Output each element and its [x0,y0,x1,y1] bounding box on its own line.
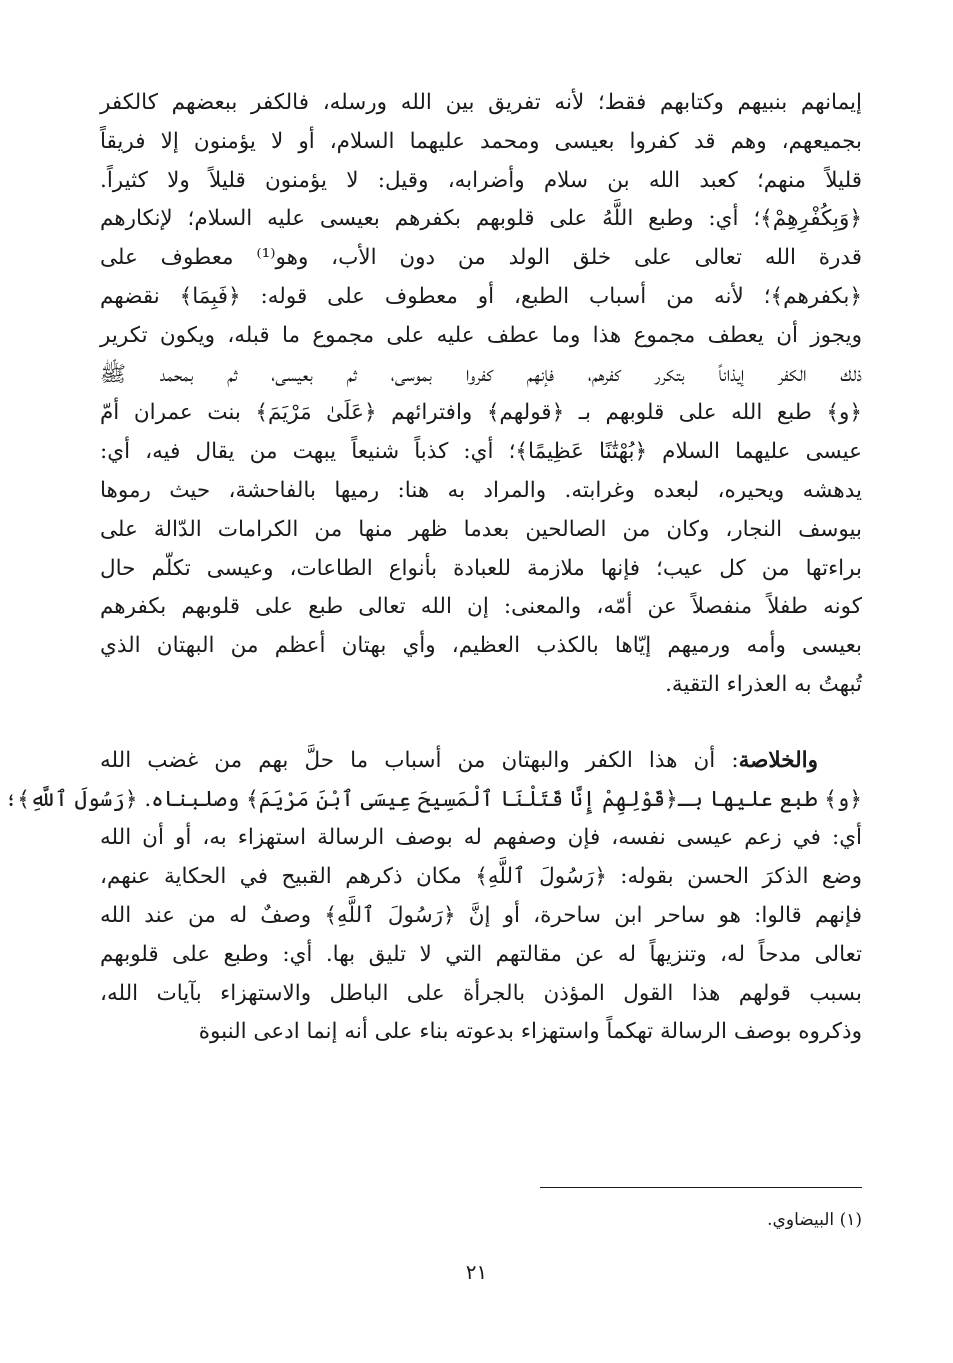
text-line: إيمانهم بنبيهم وكتابهم فقط؛ لأنه تفريق بين الله ورسله، فالكفر ببعضهم كالكفر [100,90,862,115]
text-line: ﴿بكفرهم﴾؛ لأنه من أسباب الطبع، أو معطوف على قوله: ﴿فَبِمَا﴾ نقضهم [100,283,862,309]
text-line: بسبب قولهم هذا القول المؤذن بالجرأة على الباطل والاستهزاء بآيات الله، [100,980,862,1006]
page-body [4,84,862,1052]
paragraph-2 [4,742,862,1052]
text-line: قدرة الله تعالى على خلق الولد من دون الأب، وهو⁽¹⁾ معطوف على [100,245,862,271]
text-line: عيسى عليهما السلام ﴿بُهْتَٰنًا عَظِيمًا﴾؛ أي: كذباً شنيعاً يبهت من يقال فيه، أي: [100,439,862,465]
paragraph-1 [100,84,862,705]
text-line: براءتها من كل عيب؛ فإنها ملازمة للعبادة بأنواع الطاعات، وعيسى تكلّم حال [100,555,862,581]
text-line: فإنهم قالوا: هو ساحر ابن ساحرة، أو إنَّ ﴿رَسُولَ ٱللَّهِ﴾ وصفٌ له من عند الله [100,902,862,928]
summary-heading: والخلاصة [738,747,818,773]
text-line: كونه طفلاً منفصلاً عن أمّه، والمعنى: إن الله تعالى طبع على قلوبهم بكفرهم [100,594,862,620]
text-line: يدهشه ويحيره، لبعده وغرابته. والمراد به هنا: رميها بالفاحشة، حيث رموها [100,477,862,503]
text-line: أي: في زعم عيسى نفسه، فإن وصفهم له بوصف الرسالة استهزاء به، أو أن الله [100,825,862,851]
text-line: وضع الذكرَ الحسن بقوله: ﴿رَسُولَ ٱللَّهِ﴾ مكان ذكرهم القبيح في الحكاية عنهم، [100,864,862,890]
text-line: تعالى مدحاً له، وتنزيهاً له عن مقالتهم التي لا تليق بها. أي: وطبع على قلوبهم [100,941,862,967]
footnote-text: البيضاوي. [767,1210,835,1230]
footnote [767,1207,862,1233]
text-line: وذكروه بوصف الرسالة تهكماً واستهزاء بدعوته بناء على أنه إنما ادعى النبوة [198,1019,862,1045]
text-line: ذلك الكفر إيذاناً بتكرر كفرهم، فإنهم كفروا بموسى، ثم بعيسى، ثم بمحمد ﷺ [100,361,862,387]
text-line: قليلاً منهم؛ كعبد الله بن سلام وأضرابه، وقيل: لا يؤمنون قليلاً ولا كثيراً. [100,167,862,193]
text-line [100,742,862,781]
text-line: بعيسى وأمه ورميهم إيّاها بالكذب العظيم، وأي بهتان أعظم من البهتان الذي [100,633,862,659]
summary-first-line: : أن هذا الكفر والبهتان من أسباب ما حلَّ بهم من غضب الله [100,747,739,773]
text-line: ويجوز أن يعطف مجموع هذا وما عطف عليه على مجموع ما قبله، ويكون تكرير [100,322,862,348]
text-line: تُبهتُ به العذراء التقية. [665,671,862,697]
text-line: ﴿وَبِكُفْرِهِمْ﴾؛ أي: وطبع اللَّهُ على قلوبهم بكفرهم بعيسى عليه السلام؛ لإنكارهم [100,206,862,232]
text-line: ﴿و﴾ طبع الله على قلوبهم بـ ﴿قولهم﴾ وافترائهم ﴿عَلَىٰ مَرْيَمَ﴾ بنت عمران أمّ [100,400,862,426]
text-line: بجميعهم، وهم قد كفروا بعيسى ومحمد عليهما السلام، أو لا يؤمنون إلا فريقاً [100,128,862,154]
footnote-marker: (١) [839,1210,862,1230]
text-line: ﴿و﴾ طبع عليها بـ﴿قَوْلِهِمْ إِنَّا قَتَلْنَا ٱلْمَسِيحَ عِيسَى ٱبْنَ مَرْيَمَ﴾ وصلبناه. ﴿رَسُولَ ٱللَّهِ﴾؛ [4,786,862,812]
page-number: ٢١ [465,1260,488,1284]
footnote-separator [540,1187,862,1188]
text-line: بيوسف النجار، وكان من الصالحين بعدما ظهر منها من الكرامات الدّالة على [100,516,862,542]
